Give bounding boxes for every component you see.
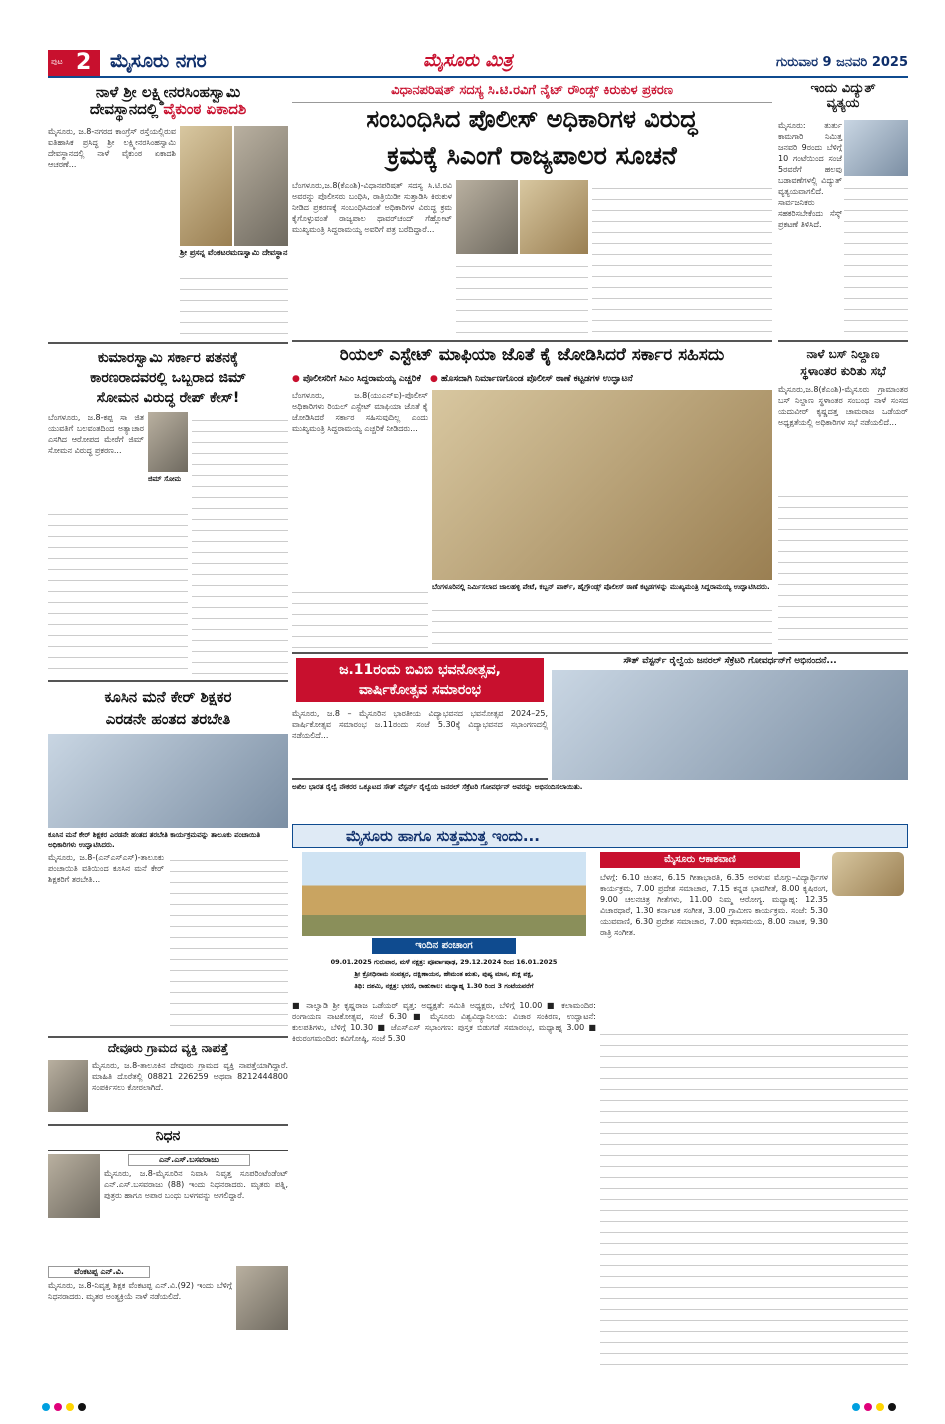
- article-body: ಮೈಸೂರು: ತುರ್ತು ಕಾಮಗಾರಿ ನಿಮಿತ್ತ ಜನವರಿ 9ರಂದು ಬೆಳಿಗ್ಗೆ 10 ಗಂಟೆಯಿಂದ ಸಂಜೆ 5ರವರೆಗೆ ಹಲವು ಬಡಾವಣೆಗಳಲ್ಲಿ ವಿದ್ಯುತ್ ವ್ಯತ್ಯಯವಾಗಲಿದೆ. ಸಾರ್ವಜನಿಕರು ಸಹಕರಿಸಬೇಕೆಂದು ಸೆಸ್ಕ್ ಪ್ರಕಟಣೆ ತಿಳಿಸಿದೆ.: [778, 121, 842, 229]
- radio-schedule: [600, 852, 908, 1370]
- article-body: ಬೆಂಗಳೂರು, ಜ.8(ಯುಎನ್‌ಐ)-ಪೊಲೀಸ್ ಅಧಿಕಾರಿಗಳು ರಿಯಲ್ ಎಸ್ಟೇಟ್ ಮಾಫಿಯಾ ಜೊತೆ ಕೈ ಜೋಡಿಸಿದರೆ ಸರ್ಕಾರ ಸಹಿಸುವುದಿಲ್ಲ ಎಂದು ಮುಖ್ಯಮಂತ್ರಿ ಸಿದ್ದರಾಮಯ್ಯ ಎಚ್ಚರಿಕೆ ನೀಡಿದರು...: [292, 391, 428, 433]
- obituary-1-photo: [48, 1154, 100, 1218]
- radio-icon: [832, 852, 904, 896]
- obituary-header: ನಿಧನ: [48, 1128, 288, 1151]
- article-real-estate: [292, 344, 772, 654]
- training-photo: [48, 734, 288, 828]
- article-body-cont: [456, 258, 588, 338]
- panchanga-line-1: 09.01.2025 ಗುರುವಾರ, ಮಳೆ ನಕ್ಷತ್ರ: ಪೂರ್ವಾಷಾಢ, 29.12.2024 ರಿಂದ 16.01.2025: [330, 958, 558, 966]
- today-banner: [292, 824, 908, 848]
- registration-marks-right: [850, 1396, 898, 1415]
- headline: ದೇವೂರು ಗ್ರಾಮದ ವ್ಯಕ್ತಿ ನಾಪತ್ತೆ: [107, 1041, 229, 1055]
- article-body: ಮೈಸೂರು, ಜ.8 – ಮೈಸೂರಿನ ಭಾರತೀಯ ವಿದ್ಯಾಭವನದ ಭವನೋತ್ಸವ 2024–25, ವಾರ್ಷಿಕೋತ್ಸವ ಸಮಾರಂಭ ಜ.11ರಂದು ಸಂಜೆ 5.30ಕ್ಕೆ ವಿದ್ಯಾಭವನದ ಸಭಾಂಗಣದಲ್ಲಿ ನಡೆಯಲಿದೆ...: [292, 709, 548, 740]
- article-body-cont: [778, 488, 908, 650]
- article-body: ಬೆಂಗಳೂರು, ಜ.8-ಕಪ್ಪ ಸಾ ಜಿತ ಯುವತಿಗೆ ಬಲವಂತದಿಂದ ಅತ್ಯಾಚಾರ ಎಸಗಿದ ಆರೋಪದ ಮೇರೆಗೆ ಜಿಮ್ ಸೋಮನ ವಿರುದ್ಧ ಪ್ರಕರಣ...: [48, 413, 144, 455]
- headline: ರಿಯಲ್ ಎಸ್ಟೇಟ್ ಮಾಫಿಯಾ ಜೊತೆ ಕೈ ಜೋಡಿಸಿದರೆ ಸರ್ಕಾರ ಸಹಿಸದು: [339, 345, 725, 365]
- obituary-1: [48, 1154, 288, 1262]
- headline: ನಾಳೆ ಬಸ್ ನಿಲ್ದಾಣ ಸ್ಥಳಾಂತರ ಕುರಿತು ಸಭೆ: [800, 347, 886, 378]
- article-body: ಮೈಸೂರು, ಜ.8-ತಾಲೂಕಿನ ದೇವೂರು ಗ್ರಾಮದ ವ್ಯಕ್ತಿ ನಾಪತ್ತೆಯಾಗಿದ್ದಾರೆ. ಮಾಹಿತಿ ದೊರೆತಲ್ಲಿ 08821 226259 ಅಥವಾ 8212444800 ಸಂಪರ್ಕಿಸಲು ಕೋರಲಾಗಿದೆ.: [92, 1061, 288, 1092]
- panchanga-title: ಇಂದಿನ ಪಂಚಾಂಗ: [372, 938, 516, 954]
- mysore-palace-illustration: [302, 852, 586, 936]
- headline: ಕುಮಾರಸ್ವಾಮಿ ಸರ್ಕಾರ ಪತನಕ್ಕೆ ಕಾರಣರಾದವರಲ್ಲಿ ಒಬ್ಬರಾದ ಜಿಮ್ ಸೋಮನ ವಿರುದ್ಧ ರೇಪ್ ಕೇಸ್!: [90, 350, 246, 406]
- article-jim-soma: [48, 346, 288, 682]
- radio-title: ಮೈಸೂರು ಆಕಾಶವಾಣಿ: [600, 852, 800, 868]
- ribbon-cutting-photo: [432, 390, 772, 580]
- article-body-cont: [432, 602, 772, 650]
- radio-body: ಬೆಳಗ್ಗೆ: 6.10 ಚಿಂತನ, 6.15 ಗೀತಾಭಾರತಿ, 6.35 ಅರಳುವ ಮೊಗ್ಗು–ವಿದ್ಯಾರ್ಥಿಗಳ ಕಾರ್ಯಕ್ರಮ, 7.00 ಪ್ರದೇಶ ಸಮಾಚಾರ, 7.15 ಕನ್ನಡ ಭಾವಗೀತೆ, 8.00 ಕೃಷಿರಂಗ, 9.00 ಚಲನಚಿತ್ರ ಗೀತೆಗಳು, 11.00 ನಿಮ್ಮ ಆರೋಗ್ಯ. ಮಧ್ಯಾಹ್ನ: 12.35 ವಿಚಾರಧಾರೆ, 1.30 ಕರ್ನಾಟಕ ಸಂಗೀತ, 3.00 ಗ್ರಾಮೀಣ ಕಾರ್ಯಕ್ರಮ. ಸಂಜೆ: 5.30 ಯುವವಾಣಿ, 6.30 ಪ್ರದೇಶ ಸಮಾಚಾರ, 7.00 ಕಥಾಸಮಯ, 8.00 ನಾಟಕ, 9.30 ರಾತ್ರಿ ಸಂಗೀತ.: [600, 873, 828, 937]
- gm-photo-caption: ಅಖಿಲ ಭಾರತ ರೈಲ್ವೆ ನೌಕರರ ಒಕ್ಕೂಟದ ಸೌತ್ ವೆಸ್ಟರ್ನ್ ರೈಲ್ವೆಯ ಜನರಲ್ ಸೆಕ್ರೆಟರಿ ಗೋವರ್ಧನ್ ಅವರನ್ನು ಅಭಿನಂದಿಸಲಾಯಿತು.: [292, 783, 583, 791]
- jim-soma-photo: [148, 412, 188, 472]
- article-body-cont: [292, 584, 428, 650]
- lead-headline-2: ಕ್ರಮಕ್ಕೆ ಸಿಎಂಗೆ ರಾಜ್ಯಪಾಲರ ಸೂಚನೆ: [387, 141, 677, 170]
- article-body-cont: [192, 412, 288, 678]
- article-body: ಮೈಸೂರು,ಜ.8(ಕೆಎಂಶಿ)-ಮೈಸೂರು ಗ್ರಾಮಾಂತರ ಬಸ್ ನಿಲ್ದಾಣ ಸ್ಥಳಾಂತರ ಸಂಬಂಧ ನಾಳೆ ಸಂಸದ ಯದುವೀರ್ ಕೃಷ್ಣದತ್ತ ಚಾಮರಾಜ ಒಡೆಯರ್ ಅಧ್ಯಕ್ಷತೆಯಲ್ಲಿ ಅಧಿಕಾರಿಗಳ ಸಭೆ ನಡೆಯಲಿದೆ...: [778, 385, 908, 427]
- headline: ಕೂಸಿನ ಮನೆ ಕೇರ್ ಶಿಕ್ಷಕರ ಎರಡನೇ ಹಂತದ ತರಬೇತಿ: [104, 688, 232, 728]
- article-body-cont: [844, 180, 908, 338]
- governor-photo: [456, 180, 518, 254]
- page-label: ಪುಟ: [51, 57, 63, 66]
- obituary-2-body: ಮೈಸೂರು, ಜ.8-ನಿವೃತ್ತ ಶಿಕ್ಷಕ ವೆಂಕಟಪ್ಪ ಎನ್.ವಿ.(92) ಇಂದು ಬೆಳಿಗ್ಗೆ ನಿಧನರಾದರು. ಮೃತರ ಅಂತ್ಯಕ್ರಿಯೆ ನಾಳೆ ನಡೆಯಲಿದೆ.: [48, 1281, 232, 1301]
- article-bvb: [292, 656, 548, 780]
- obituary-1-body: ಮೈಸೂರು, ಜ.8-ಮೈಸೂರಿನ ನಿವಾಸಿ ನಿವೃತ್ತ ಸೂಪರಿಂಟೆಂಡೆಂಟ್ ಎನ್.ಎಸ್.ಬಸವರಾಜು (88) ಇಂದು ನಿಧನರಾದರು. ಮೃತರು ಪತ್ನಿ, ಪುತ್ರರು ಹಾಗೂ ಅಪಾರ ಬಂಧು ಬಳಗವನ್ನು ಅಗಲಿದ್ದಾರೆ.: [104, 1169, 288, 1200]
- article-body-cont: [170, 852, 288, 1034]
- panchanga-line-2: ಶ್ರೀ ಕ್ರೋಧಿನಾಮ ಸಂವತ್ಸರ, ದಕ್ಷಿಣಾಯನ, ಹೇಮಂತ ಋತು, ಪುಷ್ಯ ಮಾಸ, ಶುಕ್ಲ ಪಕ್ಷ,: [354, 970, 534, 978]
- obituary-2-name: ವೆಂಕಟಪ್ಪ ಎನ್.ವಿ.: [48, 1266, 150, 1278]
- article-care-training: [48, 684, 288, 1038]
- article-body: ಮೈಸೂರು, ಜ.8-ನಗರದ ಕಾಂಗ್ರೆಸ್ ರಸ್ತೆಯಲ್ಲಿರುವ ಐತಿಹಾಸಿಕ ಪ್ರಸಿದ್ಧ ಶ್ರೀ ಲಕ್ಷ್ಮೀನರಸಿಂಹಸ್ವಾಮಿ ದೇವಸ್ಥಾನದಲ್ಲಿ ನಾಳೆ ವೈಕುಂಠ ಏಕಾದಶಿ ಆಚರಣೆ...: [48, 127, 176, 169]
- page-number: 2: [76, 50, 92, 75]
- section-title: ಮೈಸೂರು ನಗರ: [110, 50, 207, 72]
- page-header: [48, 48, 908, 78]
- panchanga-line-3: ತಿಥಿ: ದಶಮಿ, ನಕ್ಷತ್ರ: ಭರಣಿ, ರಾಹುಕಾಲ: ಮಧ್ಯಾಹ್ನ 1.30 ರಿಂದ 3 ಗಂಟೆಯವರೆಗೆ: [354, 982, 534, 990]
- subheads: ● ಪೊಲೀಸರಿಗೆ ಸಿಎಂ ಸಿದ್ದರಾಮಯ್ಯ ಎಚ್ಚರಿಕೆ ● ಹೊಸದಾಗಿ ನಿರ್ಮಾಣಗೊಂಡ ಪೊಲೀಸ್ ಠಾಣೆ ಕಟ್ಟಡಗಳ ಉದ್ಘಾಟನೆ: [292, 374, 633, 384]
- headline: ಜ.11ರಂದು ಬಿವಿಬಿ ಭವನೋತ್ಸವ, ವಾರ್ಷಿಕೋತ್ಸವ ಸಮಾರಂಭ: [296, 658, 544, 702]
- article-body: ಬೆಂಗಳೂರು,ಜ.8(ಕೆಎಂಶಿ)-ವಿಧಾನಪರಿಷತ್ ಸದಸ್ಯ ಸಿ.ಟಿ.ರವಿ ಅವರನ್ನು ಪೊಲೀಸರು ಬಂಧಿಸಿ, ರಾತ್ರಿಯಿಡೀ ಸುತ್ತಾಡಿಸಿ ಕಿರುಕುಳ ನೀಡಿದ ಪ್ರಕರಣಕ್ಕೆ ಸಂಬಂಧಿಸಿದಂತೆ ಅಧಿಕಾರಿಗಳ ವಿರುದ್ಧ ಕ್ರಮ ಕೈಗೊಳ್ಳುವಂತೆ ರಾಜ್ಯಪಾಲ ಥಾವರ್‌ಚಂದ್ ಗೆಹ್ಲೋಟ್ ಮುಖ್ಯಮಂತ್ರಿ ಸಿದ್ದರಾಮಯ್ಯ ಅವರಿಗೆ ಪತ್ರ ಬರೆದಿದ್ದಾರೆ...: [292, 181, 452, 234]
- article-missing-person: [48, 1040, 288, 1126]
- headline: ಇಂದು ವಿದ್ಯುತ್ ವ್ಯತ್ಯಯ: [810, 81, 876, 111]
- article-body-cont: [592, 180, 772, 338]
- article-railway-gm: [552, 656, 908, 780]
- article-vaikunta: [48, 82, 288, 344]
- article-bus-stand: [778, 344, 908, 654]
- photo-caption: ಬೆಂಗಳೂರಿನಲ್ಲಿ ನಿರ್ಮಿಸಲಾದ ಜಾಲಹಳ್ಳಿ ಪೇಟೆ, ಕಬ್ಬನ್ ಪಾರ್ಕ್, ಹೈಗ್ರೌಂಡ್ಸ್ ಪೊಲೀಸ್ ಠಾಣೆ ಕಟ್ಟಡಗಳನ್ನು ಮುಖ್ಯಮಂತ್ರಿ ಸಿದ್ದರಾಮಯ್ಯ ಉದ್ಘಾಟಿಸಿದರು.: [432, 583, 770, 591]
- lead-kicker: ವಿಧಾನಪರಿಷತ್ ಸದಸ್ಯ ಸಿ.ಟಿ.ರವಿಗೆ ನೈಟ್ ರೌಂಡ್ಸ್ ಕಿರುಕುಳ ಪ್ರಕರಣ: [292, 80, 772, 103]
- missing-person-photo: [48, 1060, 88, 1112]
- article-body-cont: [48, 506, 188, 678]
- article-body: ಮೈಸೂರು, ಜ.8-(ಎನ್‌ಎಸ್‌ಎಸ್)-ತಾಲೂಕು ಪಂಚಾಯಿತಿ ವತಿಯಿಂದ ಕೂಸಿನ ಮನೆ ಕೇರ್ ಶಿಕ್ಷಕರಿಗೆ ತರಬೇತಿ...: [48, 853, 164, 884]
- obituary-1-name: ಎನ್.ಎಸ್.ಬಸವರಾಜು: [128, 1154, 250, 1166]
- issue-date: ಗುರುವಾರ 9 ಜನವರಿ 2025: [776, 55, 908, 70]
- events-list: ■ ನಾಲ್ವಾಡಿ ಶ್ರೀ ಕೃಷ್ಣರಾಜ ಒಡೆಯರ್ ವೃತ್ತ: ಅಧ್ಯಕ್ಷತೆ: ಸಮಿತಿ ಅಧ್ಯಕ್ಷರು, ಬೆಳಿಗ್ಗೆ 10.00 ■ ಕಲಾಮಂದಿರ: ರಂಗಾಯಣ ನಾಟಕೋತ್ಸವ, ಸಂಜೆ 6.30 ■ ಮೈಸೂರು ವಿಶ್ವವಿದ್ಯಾನಿಲಯ: ವಿಚಾರ ಸಂಕಿರಣ, ಉದ್ಘಾಟನೆ: ಕುಲಪತಿಗಳು, ಬೆಳಿಗ್ಗೆ 10.30 ■ ಜೆಎಸ್‌ಎಸ್ ಸಭಾಂಗಣ: ಪುಸ್ತಕ ಬಿಡುಗಡೆ ಸಮಾರಂಭ, ಮಧ್ಯಾಹ್ನ 3.00 ■ ಕಿರುರಂಗಮಂದಿರ: ಕವಿಗೋಷ್ಠಿ, ಸಂಜೆ 5.30: [292, 1001, 596, 1043]
- power-tower-photo: [844, 120, 908, 176]
- obituary-2-photo: [236, 1266, 288, 1330]
- headline: ನಾಳೆ ಶ್ರೀ ಲಕ್ಷ್ಮೀನರಸಿಂಹಸ್ವಾಮಿ ದೇವಸ್ಥಾನದಲ್ಲಿ ವೈಕುಂಠ ಏಕಾದಶಿ: [89, 83, 247, 119]
- page-number-box: [48, 50, 100, 76]
- photo-caption: ಕೂಸಿನ ಮನೆ ಕೇರ್ ಶಿಕ್ಷಕರ ಎರಡನೇ ಹಂತದ ತರಬೇತಿ ಕಾರ್ಯಕ್ರಮವನ್ನು ತಾಲೂಕು ಪಂಚಾಯಿತಿ ಅಧಿಕಾರಿಗಳು ಉದ್ಘಾಟಿಸಿದರು.: [48, 831, 261, 849]
- swamiji-photo: [234, 126, 288, 246]
- obituary-2: [48, 1266, 288, 1370]
- registration-marks-left: [40, 1396, 88, 1415]
- article-body-cont: [180, 270, 288, 340]
- cm-photo: [520, 180, 588, 254]
- lead-headline-1: ಸಂಬಂಧಿಸಿದ ಪೊಲೀಸ್ ಅಧಿಕಾರಿಗಳ ವಿರುದ್ಧ: [366, 105, 698, 133]
- photo-caption: ಶ್ರೀ ಪ್ರಸನ್ನ ವೆಂಕಟರಮಣಸ್ವಾಮಿ ದೇವಸ್ಥಾನ: [180, 248, 288, 257]
- photo-caption: ಜಿಮ್ ಸೋಮ: [148, 475, 182, 483]
- obituaries: [48, 1128, 288, 1370]
- temple-deity-photo: [180, 126, 232, 246]
- today-banner-text: ಮೈಸೂರು ಹಾಗೂ ಸುತ್ತಮುತ್ತ ಇಂದು...: [346, 827, 540, 845]
- masthead: ಮೈಸೂರು ಮಿತ್ರ: [423, 50, 513, 71]
- radio-body-cont: [600, 1026, 908, 1370]
- article-power-cut: [778, 80, 908, 342]
- lead-story: [292, 80, 772, 342]
- felicitation-photo: [552, 670, 908, 780]
- headline: ಸೌತ್ ವೆಸ್ಟರ್ನ್ ರೈಲ್ವೆಯ ಜನರಲ್ ಸೆಕ್ರೆಟರಿ ಗೋವರ್ಧನ್‌ಗೆ ಅಭಿನಂದನೆ...: [623, 656, 837, 666]
- panchanga-box: [292, 852, 596, 996]
